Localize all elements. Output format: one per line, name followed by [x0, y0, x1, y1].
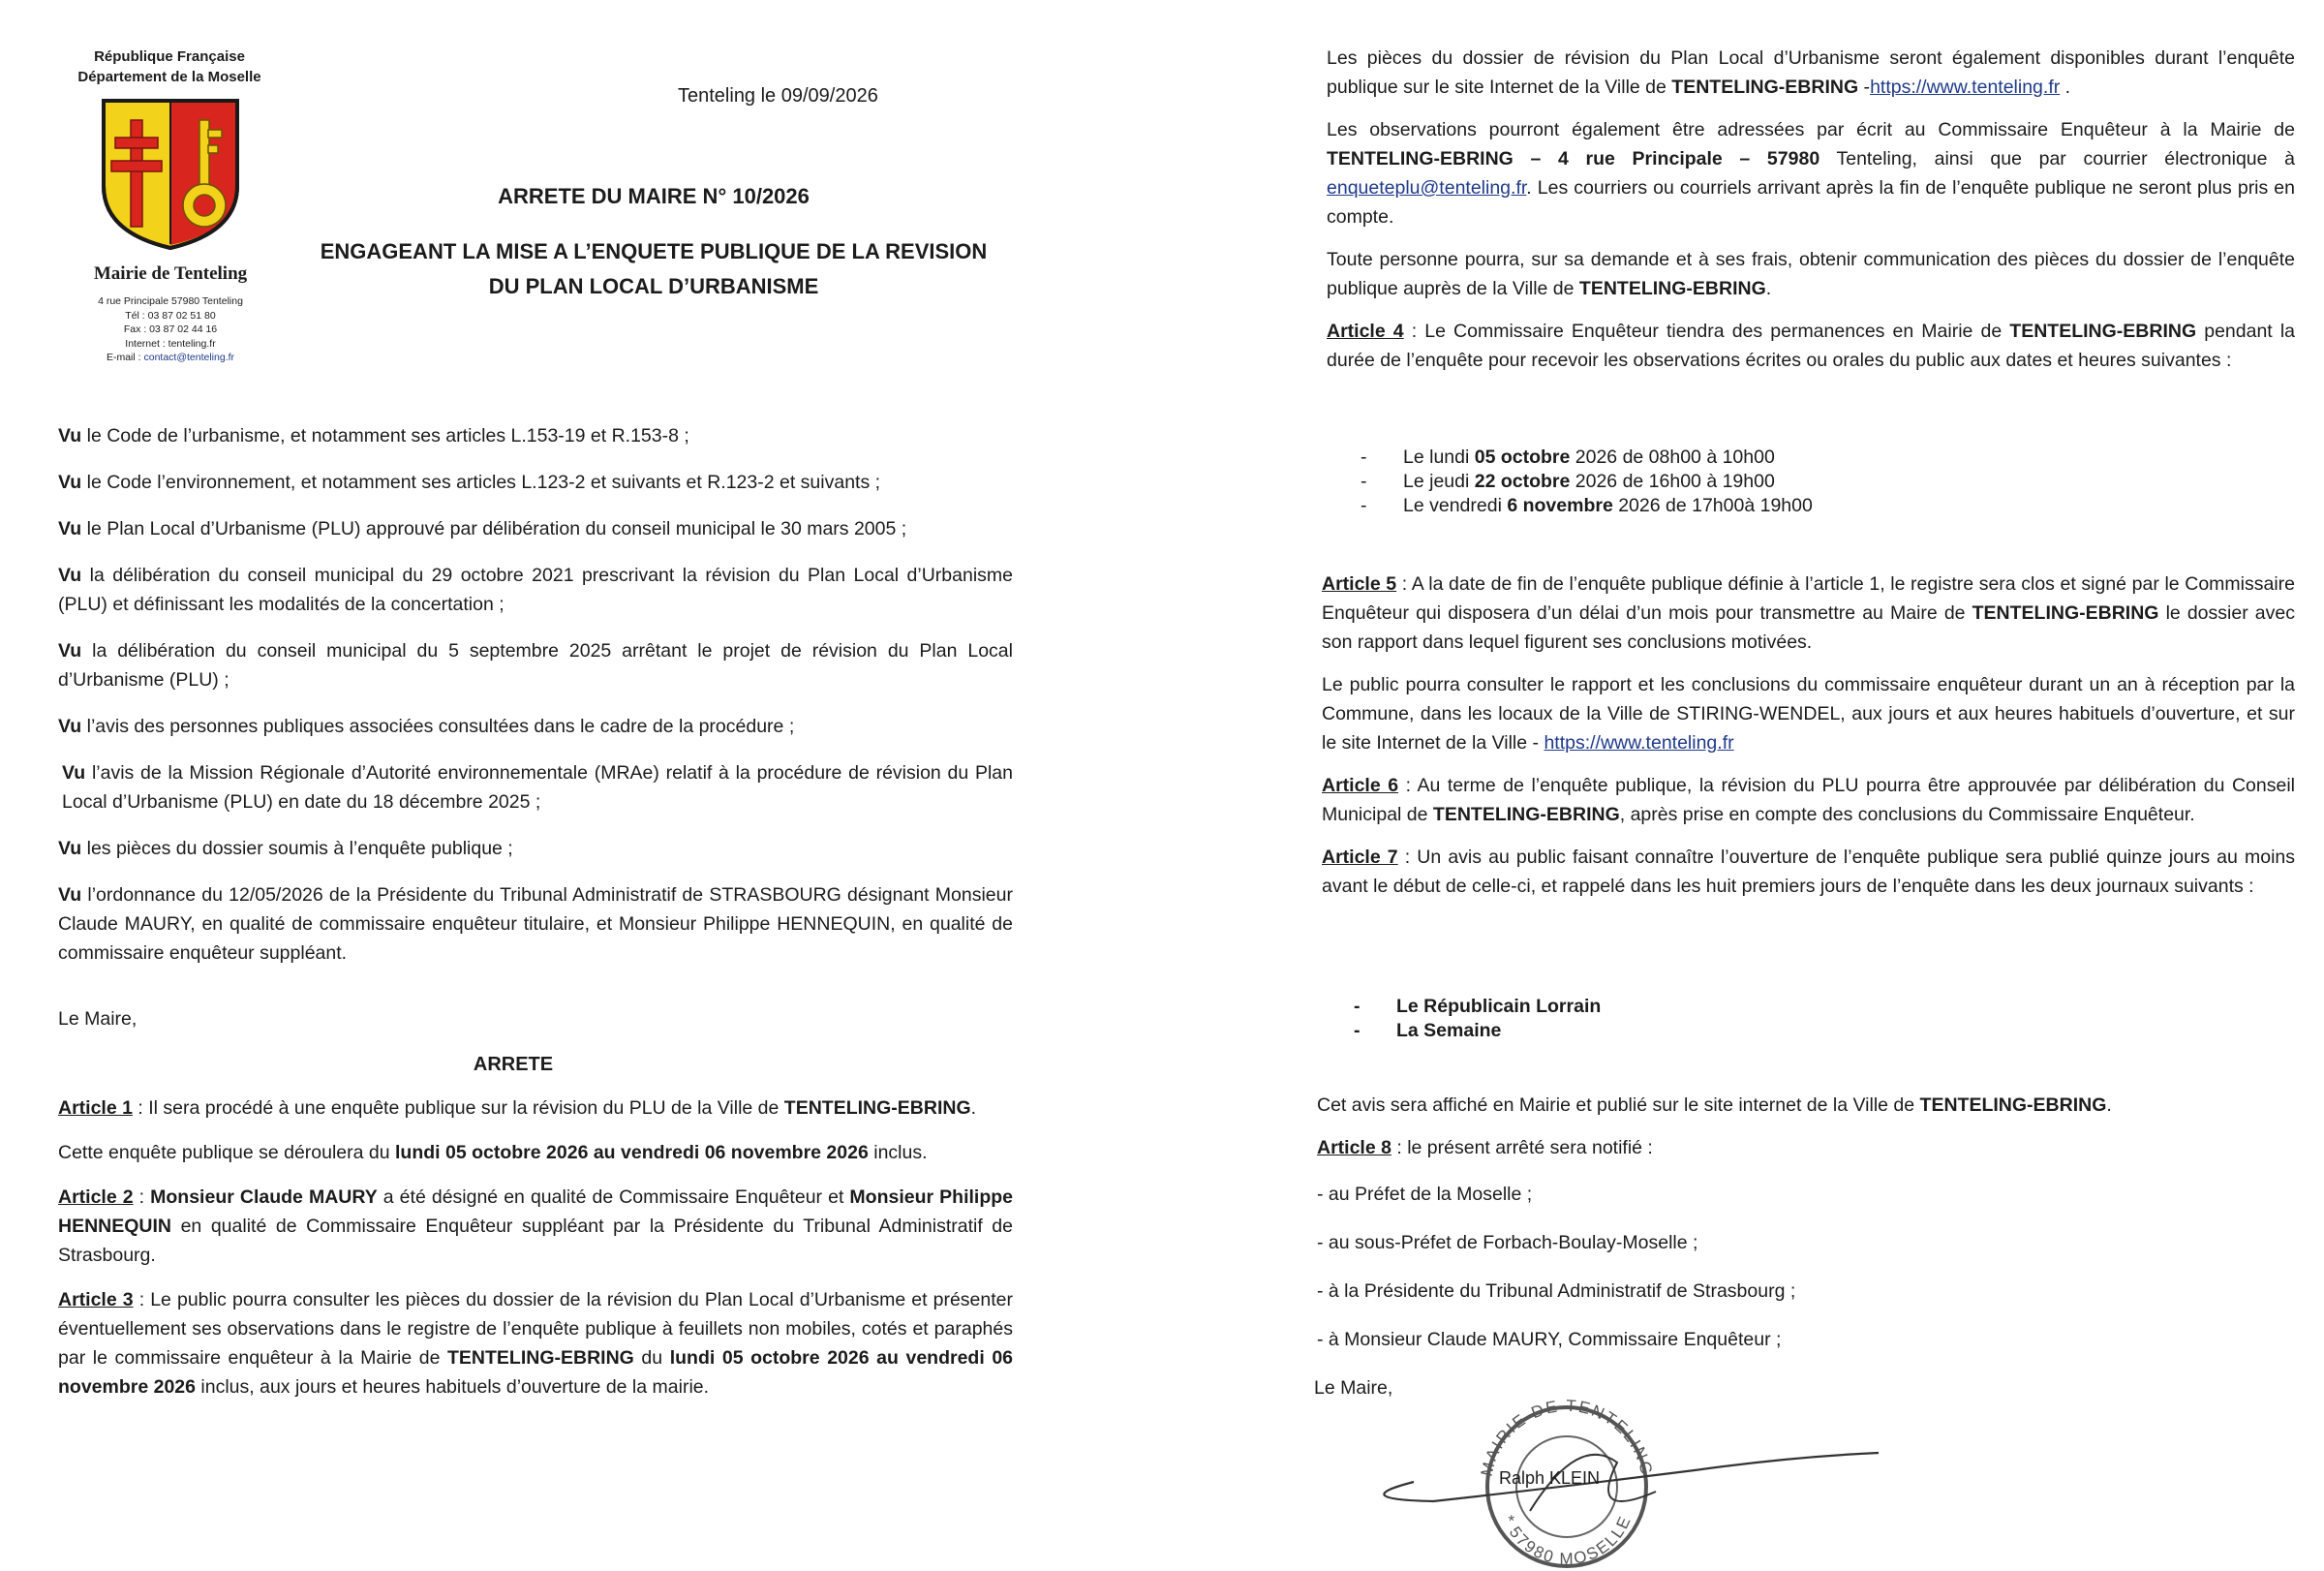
departement-text: Département de la Moselle	[77, 69, 261, 85]
republique-text: République Française	[94, 48, 245, 65]
vu-item: Vu la délibération du conseil municipal du 5 septembre 2025 arrêtant le projet de révision du Plan Local d’Urbanisme (PLU) ;	[58, 640, 1013, 691]
mairie-block	[58, 263, 283, 365]
article-5: Article 5 : A la date de fin de l’enquête publique définie à l’article 1, le registre sera clos et signé par le Commissaire Enquêteur qui disposera d’un délai d’un mois pour transmettre au Maire de TENTELING-EBRING le dossier avec son rapport dans lequel figurent ses conclusions motivées.	[1322, 573, 2295, 653]
mairie-address: 4 rue Principale 57980 Tenteling	[98, 295, 243, 307]
mairie-tel: Tél : 03 87 02 51 80	[125, 309, 216, 322]
vu-item: Vu le Code de l’urbanisme, et notamment ses articles L.153-19 et R.153-8 ;	[58, 425, 689, 447]
site-link[interactable]: https://www.tenteling.fr	[1870, 77, 2061, 98]
notifie-item: - à la Présidente du Tribunal Administratif de Strasbourg ;	[1317, 1280, 1796, 1302]
vu-item: Vu l’ordonnance du 12/05/2026 de la Présidente du Tribunal Administratif de STRASBOURG désignant Monsieur Claude MAURY, en qualité de commissaire enquêteur titulaire, et Monsieur Philippe HENNEQUIN, en qualité de commissaire enquêteur suppléant.	[58, 884, 1013, 964]
article-7: Article 7 : Un avis au public faisant connaître l’ouverture de l’enquête publique sera publié quinze jours au moins avant le début de celle-ci, et rappelé dans les huit premiers jours de l’enquête dans les deux journaux suivants :	[1322, 847, 2295, 897]
vu-item: Vu les pièces du dossier soumis à l’enquête publique ;	[58, 838, 513, 859]
vu-item: Vu l’avis de la Mission Régionale d’Autorité environnementale (MRAe) relatif à la procédure de révision du Plan Local d’Urbanisme (PLU) en date du 18 décembre 2025 ;	[62, 762, 1013, 813]
article-3: Article 3 : Le public pourra consulter les pièces du dossier de la révision du Plan Local d’Urbanisme et présenter éventuellement ses observations dans le registre de l’enquête publique à feuillets non mobiles, cotés et paraphés par le commissaire enquêteur à la Mairie de TENTELING-EBRING du lundi 05 octobre 2026 au vendredi 06 novembre 2026 inclus, aux jours et heures habituels d’ouverture de la mairie.	[58, 1289, 1014, 1398]
mairie-email: E-mail : contact@tenteling.fr	[106, 352, 235, 363]
signature-le-maire: Le Maire,	[1314, 1377, 1393, 1399]
right-final	[1317, 1091, 2295, 1354]
observations-ecrites: Les observations pourront également être adressées par écrit au Commissaire Enquêteur à la Mairie de TENTELING-EBRING – 4 rue Principale – 57980 Tenteling, ainsi que par courrier électronique à enqueteplu@tenteling.fr. Les courriers ou courriels arrivant après la fin de l’enquête publique ne seront plus pris en compte.	[1327, 119, 2295, 228]
list-item: - La Semaine	[1354, 1019, 2128, 1043]
site-link[interactable]: https://www.tenteling.fr	[1544, 732, 1734, 754]
affichage: Cet avis sera affiché en Mairie et publié sur le site internet de la Ville de TENTELING-EBRING.	[1317, 1094, 2112, 1116]
letterhead	[48, 46, 290, 87]
place-date: Tenteling le 09/09/2026	[678, 85, 878, 107]
dossier-en-ligne: Les pièces du dossier de révision du Plan Local d’Urbanisme seront également disponibles durant l’enquête publique sur le site Internet de la Ville de TENTELING-EBRING -https://www.tenteling.fr .	[1327, 47, 2295, 98]
right-articles	[1322, 570, 2295, 901]
article-2: Article 2 : Monsieur Claude MAURY a été désigné en qualité de Commissaire Enquêteur et Monsieur Philippe HENNEQUIN en qualité de Commissaire Enquêteur suppléant par la Présidente du Tribunal Administratif de Strasbourg.	[58, 1186, 1013, 1266]
right-intro	[1327, 44, 2295, 375]
article-4: Article 4 : Le Commissaire Enquêteur tiendra des permanences en Mairie de TENTELING-EBRING pendant la durée de l’enquête pour recevoir les observations écrites ou orales du public aux dates et heures suivantes :	[1327, 321, 2296, 371]
notifie-item: - à Monsieur Claude MAURY, Commissaire Enquêteur ;	[1317, 1329, 1782, 1350]
enquete-dates: Cette enquête publique se déroulera du lundi 05 octobre 2026 au vendredi 06 novembre 2026 inclus.	[58, 1142, 928, 1163]
vu-item: Vu l’avis des personnes publiques associées consultées dans le cadre de la procédure ;	[58, 716, 795, 737]
notifie-item: - au sous-Préfet de Forbach-Boulay-Moselle ;	[1317, 1232, 1698, 1253]
left-articles	[58, 1094, 1013, 1402]
list-item: - Le vendredi 6 novembre 2026 de 17h00à 19h00	[1361, 494, 2232, 518]
coat-of-arms-icon	[100, 97, 241, 252]
consultation-rapport: Le public pourra consulter le rapport et les conclusions du commissaire enquêteur durant un an à réception par la Commune, dans les locaux de la Ville de STIRING-WENDEL, aux jours et aux heures habituels d’ouverture, et sur le site Internet de la Ville - https://www.tenteling.fr	[1322, 674, 2295, 754]
arrete-heading: ARRETE	[473, 1054, 554, 1075]
vu-item: Vu le Code l’environnement, et notamment ses articles L.123-2 et suivants et R.123-2 et suivants ;	[58, 472, 881, 493]
list-item: - Le lundi 05 octobre 2026 de 08h00 à 10h00	[1361, 446, 2232, 470]
le-maire-intro: Le Maire,	[58, 1008, 138, 1030]
vu-item: Vu le Plan Local d’Urbanisme (PLU) approuvé par délibération du conseil municipal le 30 mars 2005 ;	[58, 518, 907, 539]
mairie-fax: Fax : 03 87 02 44 16	[123, 323, 218, 335]
article-8: Article 8 : le présent arrêté sera notifié :	[1317, 1137, 1653, 1158]
email-enquete-link[interactable]: enqueteplu@tenteling.fr	[1327, 177, 1527, 199]
article-6: Article 6 : Au terme de l’enquête publique, la révision du PLU pourra être approuvée par délibération du Conseil Municipal de TENTELING-EBRING, après prise en compte des conclusions du Commissaire Enquêteur.	[1322, 775, 2296, 825]
vu-item: Vu la délibération du conseil municipal du 29 octobre 2021 prescrivant la révision du Plan Local d’Urbanisme (PLU) et définissant les modalités de la concertation ;	[58, 565, 1013, 615]
signature-name: Ralph KLEIN	[1499, 1468, 1601, 1488]
list-item: - Le jeudi 22 octobre 2026 de 16h00 à 19h00	[1361, 470, 2232, 494]
svg-text:* 57980 MOSELLE	[1499, 1512, 1635, 1568]
list-item: - Le Républicain Lorrain	[1354, 995, 2128, 1019]
arrete-subtitle: ENGAGEANT LA MISE A L’ENQUETE PUBLIQUE DE LA REVISION DU PLAN LOCAL D’URBANISME	[320, 239, 988, 298]
seal-top-text: MAIRIE DE TENTELING	[1477, 1396, 1657, 1479]
right-page	[1162, 0, 2324, 1571]
arrete-title: ARRETE DU MAIRE N° 10/2026	[498, 184, 810, 208]
journaux-list	[1354, 995, 2128, 1043]
email-link[interactable]: contact@tenteling.fr	[143, 352, 235, 363]
article-1: Article 1 : Il sera procédé à une enquête publique sur la révision du PLU de la Ville de TENTELING-EBRING.	[58, 1097, 977, 1119]
mairie-internet: Internet : tenteling.fr	[125, 337, 216, 350]
vu-list	[58, 421, 1013, 985]
permanences-list	[1361, 446, 2232, 518]
mairie-name: Mairie de Tenteling	[93, 263, 248, 284]
communication-pieces: Toute personne pourra, sur sa demande et à ses frais, obtenir communication des pièces du dossier de l’enquête publique auprès de la Ville de TENTELING-EBRING.	[1327, 249, 2295, 299]
seal-bottom-text: * 57980 MOSELLE	[1498, 1512, 1636, 1569]
notifie-item: - au Préfet de la Moselle ;	[1317, 1184, 1533, 1205]
